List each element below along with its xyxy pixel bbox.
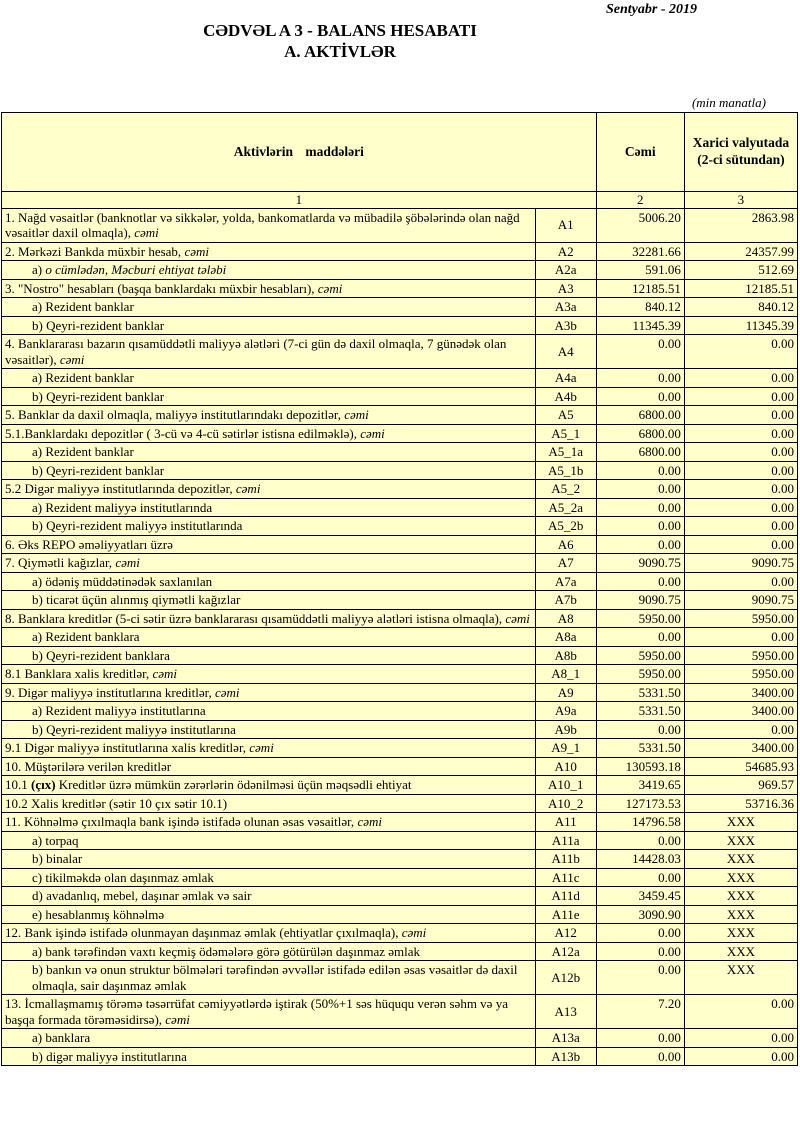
row-foreign-currency-value: XXX <box>684 905 797 924</box>
row-label: b) binalar <box>2 850 536 869</box>
row-label: a) ödəniş müddətinədək saxlanılan <box>2 572 536 591</box>
row-label: 6. Əks REPO əməliyyatları üzrə <box>2 535 536 554</box>
row-total-value: 14796.58 <box>596 813 684 832</box>
row-code: A10_2 <box>535 794 596 813</box>
row-total-value: 0.00 <box>596 1047 684 1066</box>
col-header-foreign: Xarici valyutada (2-ci sütundan) <box>684 112 797 191</box>
row-foreign-currency-value: 11345.39 <box>684 316 797 335</box>
row-total-value: 5950.00 <box>596 665 684 684</box>
row-foreign-currency-value: 53716.36 <box>684 794 797 813</box>
table-row <box>2 905 798 924</box>
row-label: b) Qeyri-rezident banklara <box>2 646 536 665</box>
row-foreign-currency-value: 5950.00 <box>684 665 797 684</box>
row-label: 9.1 Digər maliyyə institutlarına xalis kreditlər, cəmi <box>2 739 536 758</box>
row-label: a) o cümlədən, Məcburi ehtiyat tələbi <box>2 261 536 280</box>
row-foreign-currency-value: 3400.00 <box>684 683 797 702</box>
row-foreign-currency-value: XXX <box>684 887 797 906</box>
row-code: A9b <box>535 720 596 739</box>
table-row <box>2 868 798 887</box>
report-date: Sentyabr - 2019 <box>606 2 697 17</box>
row-label: 12. Bank işində istifadə olunmayan daşınmaz əmlak (ehtiyatlar çıxılmaqla), cəmi <box>2 924 536 943</box>
row-foreign-currency-value: 0.00 <box>684 424 797 443</box>
row-total-value: 0.00 <box>596 480 684 499</box>
row-code: A4 <box>535 335 596 369</box>
row-foreign-currency-value: 0.00 <box>684 498 797 517</box>
row-code: A3 <box>535 279 596 298</box>
table-row <box>2 702 798 721</box>
row-label: a) bank tərəfindən vaxtı keçmiş ödəmələrə görə götürülən daşınmaz əmlak <box>2 942 536 961</box>
row-total-value: 5331.50 <box>596 702 684 721</box>
row-label: a) Rezident banklar <box>2 443 536 462</box>
unit-note: (min manatla) <box>691 94 766 110</box>
col-number-3: 3 <box>684 191 797 208</box>
table-row <box>2 298 798 317</box>
table-row <box>2 609 798 628</box>
row-code: A8_1 <box>535 665 596 684</box>
row-foreign-currency-value: 0.00 <box>684 535 797 554</box>
row-foreign-currency-value: XXX <box>684 850 797 869</box>
row-code: A7a <box>535 572 596 591</box>
row-code: A11b <box>535 850 596 869</box>
row-foreign-currency-value: 9090.75 <box>684 591 797 610</box>
row-label: b) Qeyri-rezident maliyyə institutlarına <box>2 720 536 739</box>
row-code: A1 <box>535 208 596 242</box>
row-total-value: 130593.18 <box>596 757 684 776</box>
page-title-line2: A. AKTİVLƏR <box>284 42 396 62</box>
row-total-value: 5950.00 <box>596 609 684 628</box>
row-total-value: 127173.53 <box>596 794 684 813</box>
row-code: A11c <box>535 868 596 887</box>
table-row <box>2 646 798 665</box>
row-label: a) Rezident banklar <box>2 369 536 388</box>
page-title <box>0 20 680 63</box>
row-foreign-currency-value: 0.00 <box>684 628 797 647</box>
table-row <box>2 480 798 499</box>
table-row <box>2 369 798 388</box>
row-total-value: 0.00 <box>596 1029 684 1048</box>
row-foreign-currency-value: 3400.00 <box>684 739 797 758</box>
table-row <box>2 628 798 647</box>
row-total-value: 5006.20 <box>596 208 684 242</box>
row-foreign-currency-value: 0.00 <box>684 995 797 1029</box>
row-label: d) avadanlıq, mebel, daşınar əmlak və sair <box>2 887 536 906</box>
row-foreign-currency-value: XXX <box>684 831 797 850</box>
table-row <box>2 424 798 443</box>
row-code: A9_1 <box>535 739 596 758</box>
row-foreign-currency-value: 0.00 <box>684 480 797 499</box>
row-foreign-currency-value: 0.00 <box>684 1029 797 1048</box>
table-row <box>2 1029 798 1048</box>
row-total-value: 12185.51 <box>596 279 684 298</box>
table-row <box>2 887 798 906</box>
row-foreign-currency-value: 0.00 <box>684 369 797 388</box>
row-total-value: 7.20 <box>596 995 684 1029</box>
row-foreign-currency-value: 5950.00 <box>684 609 797 628</box>
row-label: b) Qeyri-rezident banklar <box>2 316 536 335</box>
row-code: A8a <box>535 628 596 647</box>
row-code: A7 <box>535 554 596 573</box>
row-label: 13. İcmallaşmamış törəmə təsərrüfat cəmiyyətlərdə iştirak (50%+1 səs hüququ verən səhm və ya başqa formada törəməsidirsə), cəmi <box>2 995 536 1029</box>
table-row <box>2 924 798 943</box>
row-total-value: 3090.90 <box>596 905 684 924</box>
row-code: A13 <box>535 995 596 1029</box>
table-row <box>2 813 798 832</box>
row-foreign-currency-value: XXX <box>684 868 797 887</box>
row-label: c) tikilməkdə olan daşınmaz əmlak <box>2 868 536 887</box>
row-foreign-currency-value: 54685.93 <box>684 757 797 776</box>
asset-table-body <box>2 208 798 1066</box>
row-code: A5_1 <box>535 424 596 443</box>
row-label: 4. Banklararası bazarın qısamüddətli maliyyə alətləri (7-ci gün də daxil olmaqla, 7 günədək olan vəsaitlər), cəmi <box>2 335 536 369</box>
row-code: A3a <box>535 298 596 317</box>
row-total-value: 840.12 <box>596 298 684 317</box>
row-total-value: 0.00 <box>596 924 684 943</box>
row-total-value: 0.00 <box>596 517 684 536</box>
row-code: A11a <box>535 831 596 850</box>
row-code: A5 <box>535 406 596 425</box>
row-label: 7. Qiymətli kağızlar, cəmi <box>2 554 536 573</box>
row-code: A5_2b <box>535 517 596 536</box>
row-foreign-currency-value: 5950.00 <box>684 646 797 665</box>
row-foreign-currency-value: 3400.00 <box>684 702 797 721</box>
table-row <box>2 387 798 406</box>
row-foreign-currency-value: 0.00 <box>684 443 797 462</box>
assets-table <box>1 112 798 1067</box>
row-code: A4a <box>535 369 596 388</box>
table-row <box>2 831 798 850</box>
row-foreign-currency-value: 12185.51 <box>684 279 797 298</box>
row-foreign-currency-value: 969.57 <box>684 776 797 795</box>
row-foreign-currency-value: 9090.75 <box>684 554 797 573</box>
row-label: a) torpaq <box>2 831 536 850</box>
row-total-value: 9090.75 <box>596 591 684 610</box>
row-foreign-currency-value: 0.00 <box>684 572 797 591</box>
col-number-1: 1 <box>2 191 597 208</box>
row-total-value: 5950.00 <box>596 646 684 665</box>
table-row <box>2 683 798 702</box>
page-title-line1: CƏDVƏL A 3 - BALANS HESABATI <box>203 21 477 40</box>
table-row <box>2 535 798 554</box>
table-row <box>2 776 798 795</box>
row-code: A12 <box>535 924 596 943</box>
row-total-value: 0.00 <box>596 572 684 591</box>
table-row <box>2 242 798 261</box>
row-code: A10_1 <box>535 776 596 795</box>
row-total-value: 0.00 <box>596 831 684 850</box>
row-total-value: 0.00 <box>596 335 684 369</box>
table-row <box>2 942 798 961</box>
table-row <box>2 443 798 462</box>
row-total-value: 0.00 <box>596 961 684 995</box>
table-row <box>2 720 798 739</box>
row-foreign-currency-value: 512.69 <box>684 261 797 280</box>
row-code: A12b <box>535 961 596 995</box>
table-row <box>2 850 798 869</box>
row-code: A5_1b <box>535 461 596 480</box>
row-total-value: 32281.66 <box>596 242 684 261</box>
table-row <box>2 794 798 813</box>
row-label: 2. Mərkəzi Bankda müxbir hesab, cəmi <box>2 242 536 261</box>
row-code: A8b <box>535 646 596 665</box>
col-header-items: Aktivlərin maddələri <box>2 112 597 191</box>
row-total-value: 0.00 <box>596 868 684 887</box>
row-foreign-currency-value: 0.00 <box>684 720 797 739</box>
row-label: b) Qeyri-rezident banklar <box>2 461 536 480</box>
col-number-2: 2 <box>596 191 684 208</box>
row-total-value: 6800.00 <box>596 406 684 425</box>
row-foreign-currency-value: 0.00 <box>684 387 797 406</box>
row-label: a) Rezident maliyyə institutlarında <box>2 498 536 517</box>
row-code: A11d <box>535 887 596 906</box>
table-row <box>2 261 798 280</box>
row-foreign-currency-value: XXX <box>684 924 797 943</box>
row-total-value: 6800.00 <box>596 424 684 443</box>
row-label: 3. "Nostro" hesabları (başqa banklardakı müxbir hesabları), cəmi <box>2 279 536 298</box>
row-total-value: 0.00 <box>596 535 684 554</box>
row-code: A5_2 <box>535 480 596 499</box>
row-code: A8 <box>535 609 596 628</box>
row-foreign-currency-value: XXX <box>684 813 797 832</box>
row-total-value: 5331.50 <box>596 739 684 758</box>
row-label: a) Rezident banklara <box>2 628 536 647</box>
row-total-value: 6800.00 <box>596 443 684 462</box>
row-label: 9. Digər maliyyə institutlarına kreditlər, cəmi <box>2 683 536 702</box>
table-row <box>2 335 798 369</box>
row-code: A9a <box>535 702 596 721</box>
row-code: A3b <box>535 316 596 335</box>
table-row <box>2 316 798 335</box>
row-foreign-currency-value: 0.00 <box>684 517 797 536</box>
row-foreign-currency-value: 0.00 <box>684 335 797 369</box>
table-row <box>2 461 798 480</box>
table-header-row <box>2 112 798 191</box>
row-foreign-currency-value: XXX <box>684 942 797 961</box>
row-total-value: 0.00 <box>596 369 684 388</box>
row-label: b) Qeyri-rezident maliyyə institutlarında <box>2 517 536 536</box>
row-total-value: 9090.75 <box>596 554 684 573</box>
table-row <box>2 498 798 517</box>
table-row <box>2 665 798 684</box>
row-code: A4b <box>535 387 596 406</box>
table-row <box>2 591 798 610</box>
row-label: a) Rezident maliyyə institutlarına <box>2 702 536 721</box>
row-label: 5.1.Banklardakı depozitlər ( 3-cü və 4-cü sətirlər istisna edilməklə), cəmi <box>2 424 536 443</box>
table-row <box>2 995 798 1029</box>
row-total-value: 3419.65 <box>596 776 684 795</box>
row-code: A5_2a <box>535 498 596 517</box>
row-label: a) banklara <box>2 1029 536 1048</box>
row-code: A2 <box>535 242 596 261</box>
row-label: b) digər maliyyə institutlarına <box>2 1047 536 1066</box>
row-total-value: 3459.45 <box>596 887 684 906</box>
row-code: A11 <box>535 813 596 832</box>
table-row <box>2 208 798 242</box>
row-total-value: 0.00 <box>596 942 684 961</box>
row-label: 10. Müştərilərə verilən kreditlər <box>2 757 536 776</box>
row-foreign-currency-value: 0.00 <box>684 406 797 425</box>
table-row <box>2 279 798 298</box>
row-label: 10.1 (çıx) Kreditlər üzrə mümkün zərərlərin ödənilməsi üçün məqsədli ehtiyat <box>2 776 536 795</box>
column-number-row <box>2 191 798 208</box>
row-label: b) Qeyri-rezident banklar <box>2 387 536 406</box>
row-total-value: 0.00 <box>596 498 684 517</box>
table-row <box>2 961 798 995</box>
row-label: e) hesablanmış köhnəlmə <box>2 905 536 924</box>
row-total-value: 0.00 <box>596 387 684 406</box>
row-label: 11. Köhnəlmə çıxılmaqla bank işində istifadə olunan əsas vəsaitlər, cəmi <box>2 813 536 832</box>
row-label: a) Rezident banklar <box>2 298 536 317</box>
row-label: 1. Nağd vəsaitlər (banknotlar və sikkələr, yolda, bankomatlarda və mübadilə şöbələrində olan nağd vəsaitlər daxil olmaqla), cəmi <box>2 208 536 242</box>
table-row <box>2 554 798 573</box>
table-row <box>2 739 798 758</box>
row-total-value: 0.00 <box>596 720 684 739</box>
col-header-total: Cəmi <box>596 112 684 191</box>
row-foreign-currency-value: 24357.99 <box>684 242 797 261</box>
table-row <box>2 406 798 425</box>
row-foreign-currency-value: 2863.98 <box>684 208 797 242</box>
row-code: A7b <box>535 591 596 610</box>
row-code: A6 <box>535 535 596 554</box>
table-row <box>2 517 798 536</box>
row-label: 8. Banklara kreditlər (5-ci sətir üzrə banklararası qısamüddətli maliyyə alətləri istisna olmaqla), cəmi <box>2 609 536 628</box>
row-total-value: 591.06 <box>596 261 684 280</box>
row-total-value: 14428.03 <box>596 850 684 869</box>
table-row <box>2 757 798 776</box>
row-code: A11e <box>535 905 596 924</box>
row-label: 10.2 Xalis kreditlər (sətir 10 çıx sətir 10.1) <box>2 794 536 813</box>
row-code: A10 <box>535 757 596 776</box>
row-code: A13a <box>535 1029 596 1048</box>
row-label: 5.2 Digər maliyyə institutlarında depozitlər, cəmi <box>2 480 536 499</box>
row-foreign-currency-value: 840.12 <box>684 298 797 317</box>
row-code: A12a <box>535 942 596 961</box>
row-total-value: 0.00 <box>596 628 684 647</box>
row-foreign-currency-value: 0.00 <box>684 1047 797 1066</box>
row-code: A5_1a <box>535 443 596 462</box>
row-total-value: 11345.39 <box>596 316 684 335</box>
row-code: A9 <box>535 683 596 702</box>
row-total-value: 5331.50 <box>596 683 684 702</box>
row-foreign-currency-value: 0.00 <box>684 461 797 480</box>
row-code: A13b <box>535 1047 596 1066</box>
row-foreign-currency-value: XXX <box>684 961 797 995</box>
row-total-value: 0.00 <box>596 461 684 480</box>
table-row <box>2 1047 798 1066</box>
table-row <box>2 572 798 591</box>
row-label: b) ticarət üçün alınmış qiymətli kağızlar <box>2 591 536 610</box>
row-label: b) bankın və onun struktur bölmələri tərəfindən əvvəllər istifadə edilən əsas vəsaitlər də daxil olmaqla, sair daşınmaz əmlak <box>2 961 536 995</box>
row-label: 5. Banklar da daxil olmaqla, maliyyə institutlarındakı depozitlər, cəmi <box>2 406 536 425</box>
row-label: 8.1 Banklara xalis kreditlər, cəmi <box>2 665 536 684</box>
row-code: A2a <box>535 261 596 280</box>
